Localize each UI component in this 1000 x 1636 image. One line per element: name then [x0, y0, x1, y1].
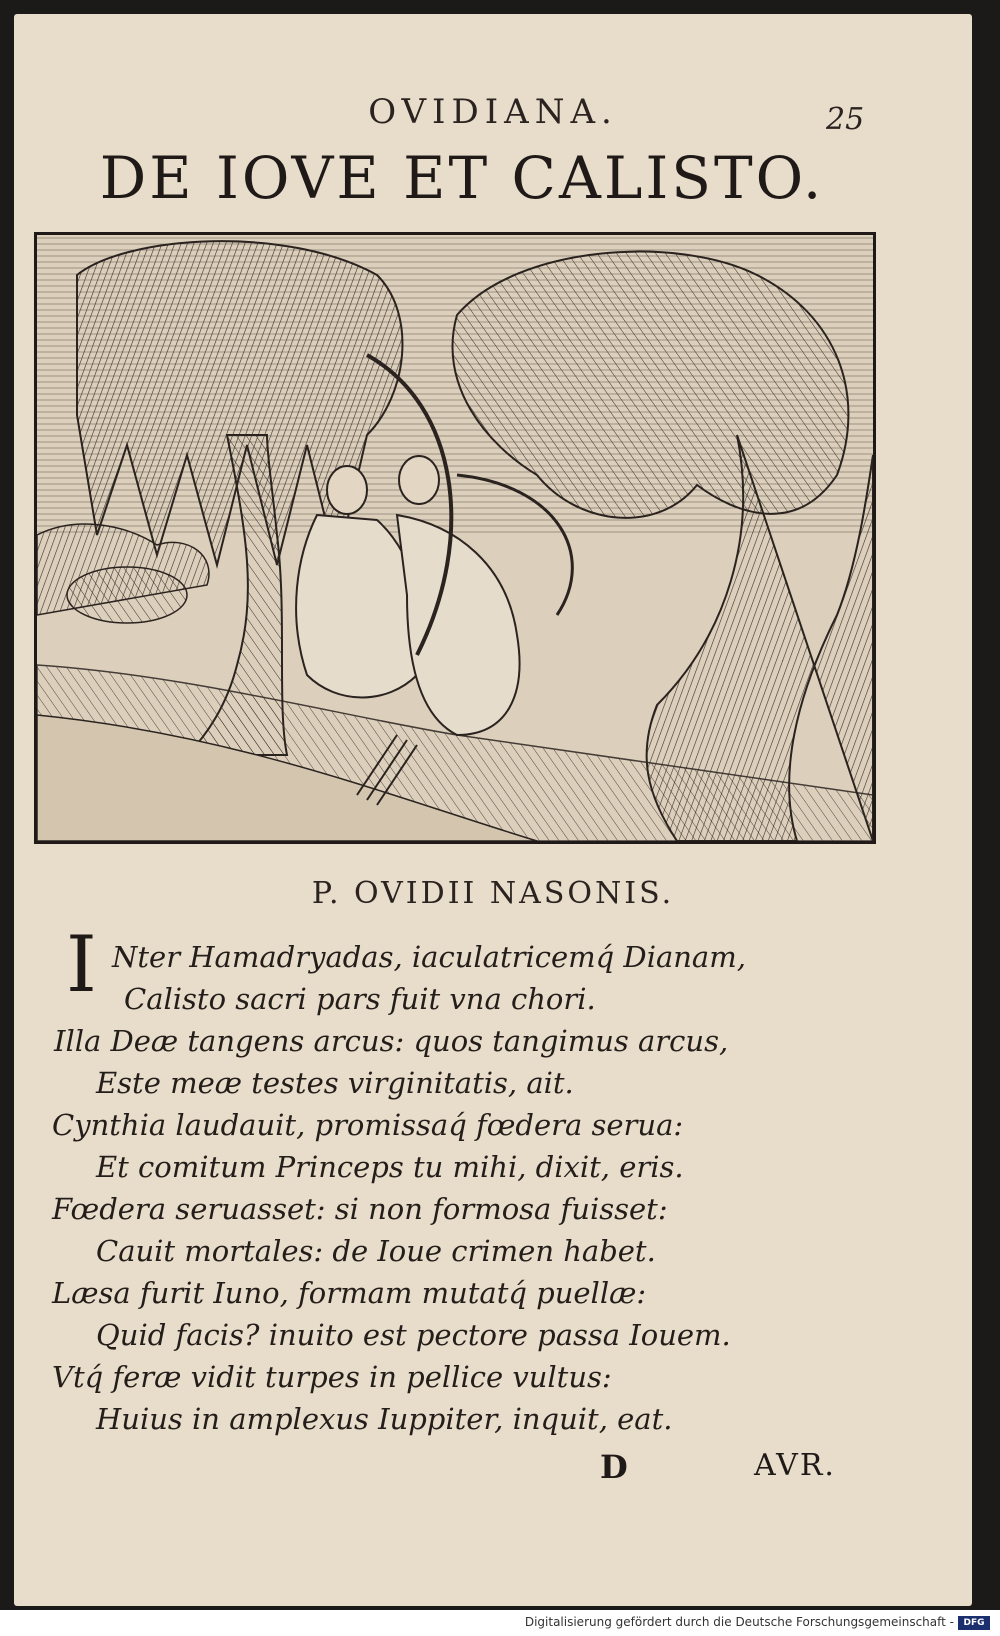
woodcut-illustration — [34, 232, 876, 844]
book-page — [14, 14, 972, 1606]
verse-line: Este meæ testes virginitatis, ait. — [96, 1066, 574, 1100]
running-title: OVIDIANA. — [368, 92, 618, 132]
woodcut-illustration-icon — [37, 235, 873, 841]
verse-line: Nter Hamadryadas, iaculatricemq́ Dianam, — [112, 940, 746, 974]
drop-cap: I — [66, 920, 97, 1010]
verse-line: Illa Deæ tangens arcus: quos tangimus arcus, — [54, 1024, 729, 1058]
verse-line: Fœdera seruasset: si non formosa fuisset: — [52, 1192, 668, 1226]
footer-credit: Digitalisierung gefördert durch die Deutsche Forschungsgemeinschaft - — [524, 1615, 954, 1629]
verse-line: Læsa furit Iuno, formam mutatq́ puellæ: — [52, 1276, 647, 1310]
verse-line: Calisto sacri pars fuit vna chori. — [124, 982, 596, 1016]
verse-line: Vtq́ feræ vidit turpes in pellice vultus: — [52, 1360, 612, 1394]
verse-line: Cynthia laudauit, promissaq́ fœdera serua: — [52, 1108, 684, 1142]
catchword: AVR. — [754, 1448, 836, 1483]
verse-line: Huius in amplexus Iuppiter, inquit, eat. — [96, 1402, 673, 1436]
dfg-logo-icon: DFG — [958, 1616, 990, 1630]
page-title: DE IOVE ET CALISTO. — [99, 144, 825, 212]
author-heading: P. OVIDII NASONIS. — [311, 876, 675, 911]
verse-line: Cauit mortales: de Ioue crimen habet. — [96, 1234, 656, 1268]
verse-line: Quid facis? inuito est pectore passa Iouem. — [96, 1318, 731, 1352]
verse-line: Et comitum Princeps tu mihi, dixit, eris. — [96, 1150, 684, 1184]
page-number: 25 — [826, 102, 865, 137]
signature-mark: D — [600, 1448, 628, 1486]
